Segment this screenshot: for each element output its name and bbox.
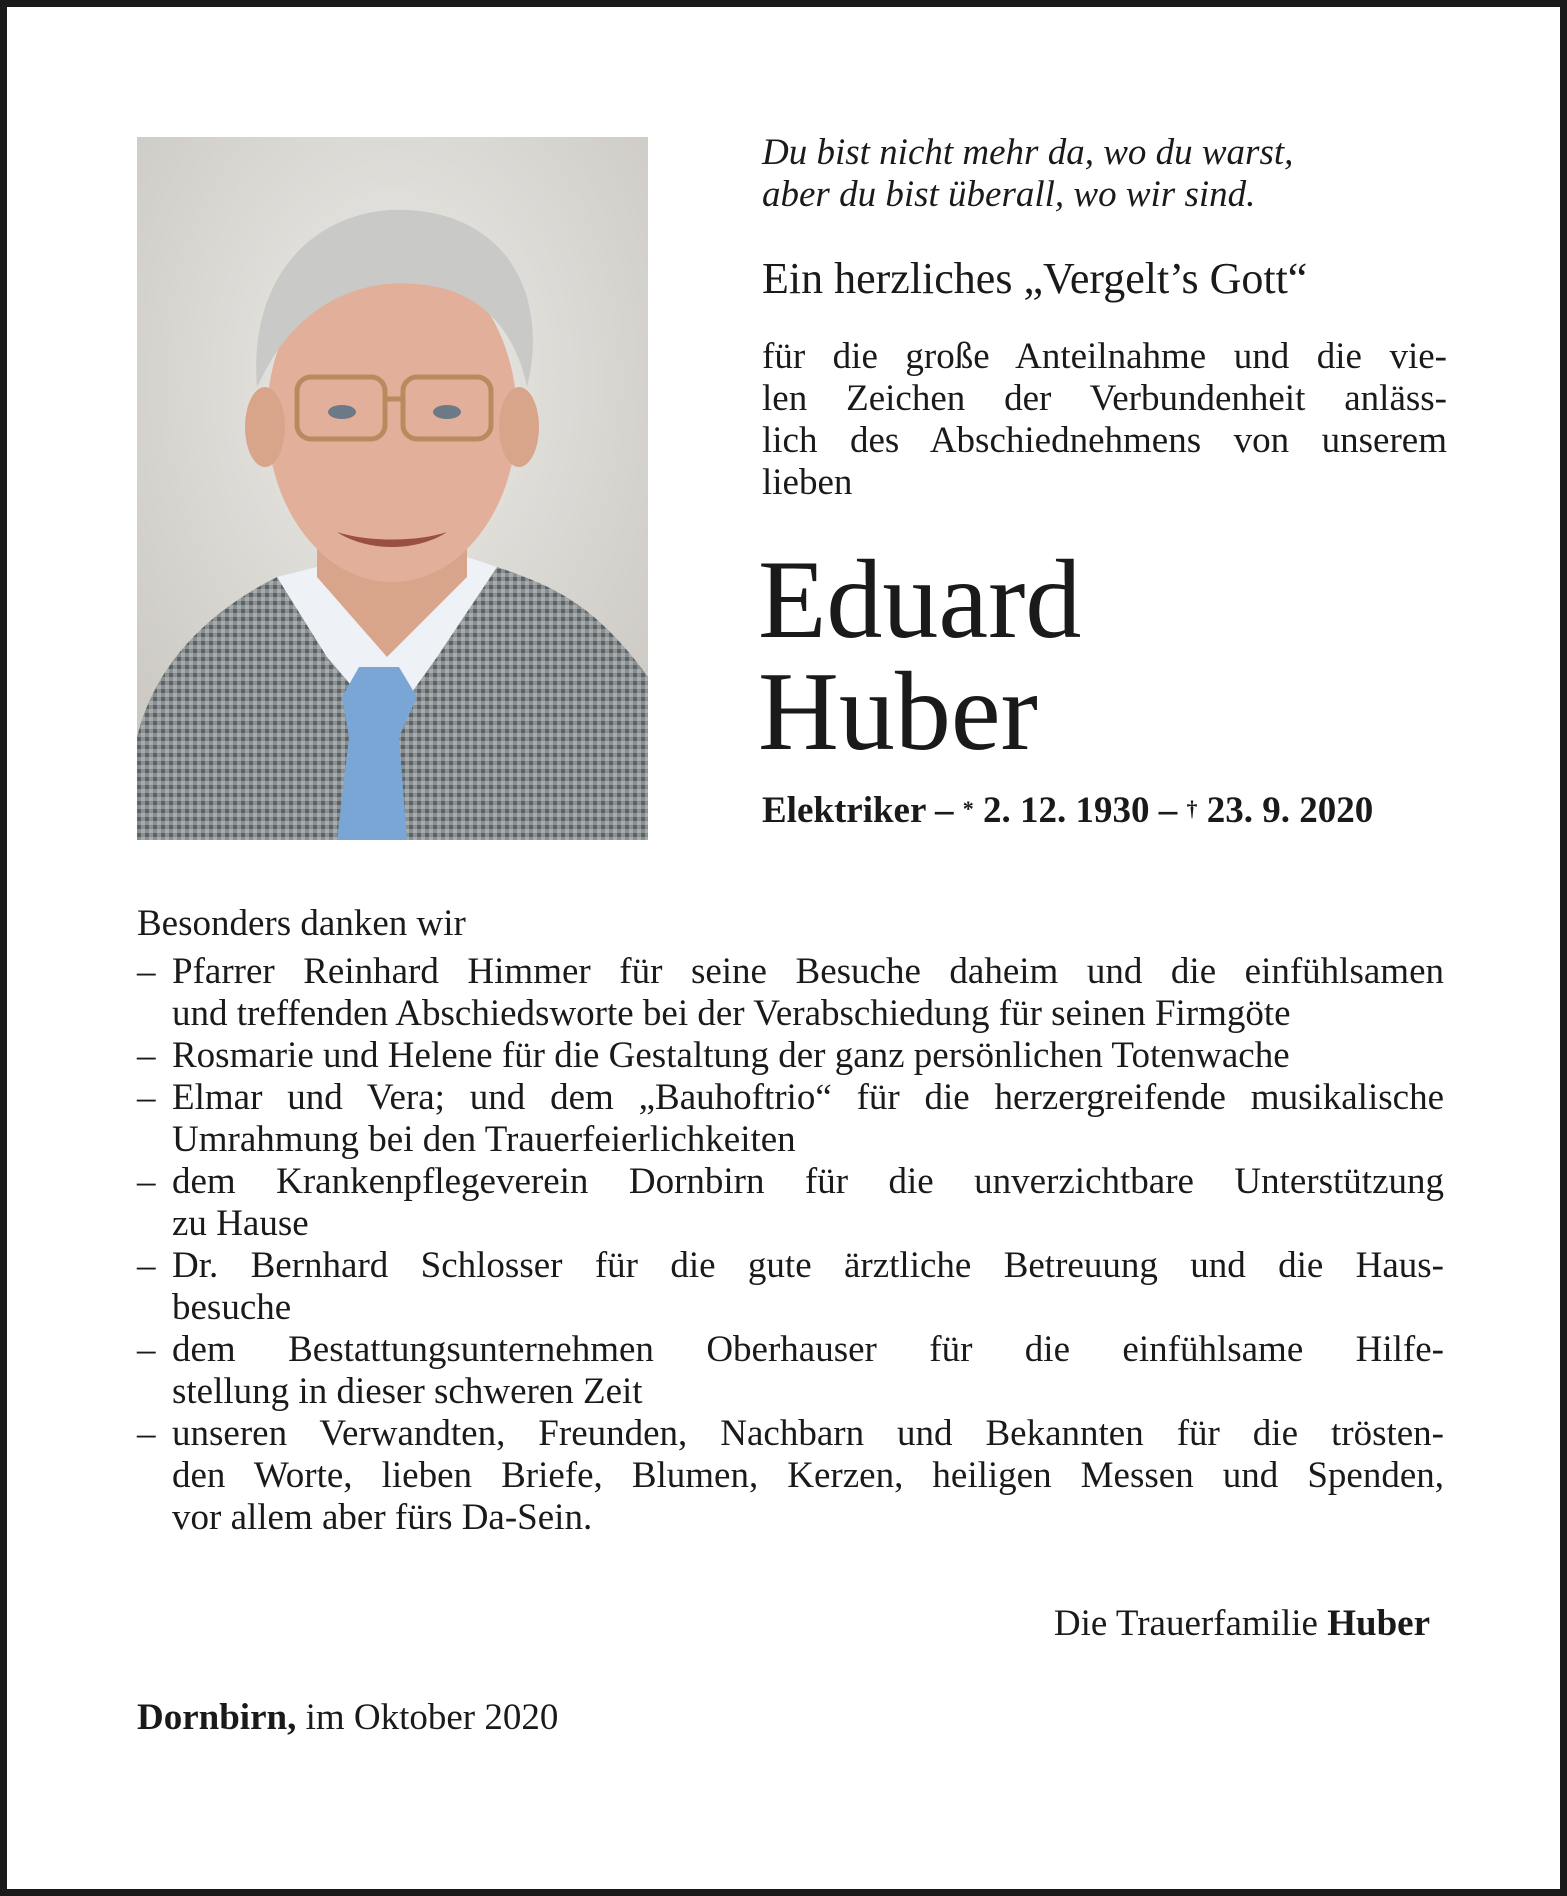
birth-symbol: * bbox=[962, 796, 974, 821]
list-item-line: besuche bbox=[172, 1287, 292, 1328]
list-dash: – bbox=[137, 1161, 156, 1202]
list-dash: – bbox=[137, 951, 156, 992]
list-item bbox=[137, 951, 1444, 1035]
intro-line-3: lich des Abschiednehmens von unserem bbox=[762, 420, 1447, 461]
list-dash: – bbox=[137, 1077, 156, 1118]
intro-line-2: len Zeichen der Verbundenheit anläss- bbox=[762, 378, 1447, 419]
thanks-body bbox=[137, 903, 1444, 1539]
list-item-line: unseren Verwandten, Freunden, Nachbarn und Bekannten für die trösten- bbox=[172, 1413, 1444, 1454]
quote-line-2: aber du bist überall, wo wir sind. bbox=[762, 174, 1256, 215]
memorial-quote bbox=[762, 132, 1447, 216]
thanks-heading: Ein herzliches „Vergelt’s Gott“ bbox=[762, 254, 1308, 303]
list-item-line: Umrahmung bei den Trauerfeierlichkeiten bbox=[172, 1119, 796, 1160]
list-item-line: Rosmarie und Helene für die Gestaltung der ganz persönlichen Totenwache bbox=[172, 1035, 1290, 1076]
list-dash: – bbox=[137, 1035, 156, 1076]
list-dash: – bbox=[137, 1329, 156, 1370]
occupation: Elektriker bbox=[762, 790, 926, 831]
list-item-line: Dr. Bernhard Schlosser für die gute ärztliche Betreuung und die Haus- bbox=[172, 1245, 1444, 1286]
list-item bbox=[137, 1035, 1444, 1077]
list-item bbox=[137, 1161, 1444, 1245]
place-date bbox=[137, 1697, 558, 1739]
list-item bbox=[137, 1077, 1444, 1161]
signature-family: Huber bbox=[1327, 1603, 1430, 1644]
intro-text bbox=[762, 336, 1447, 504]
place: Dornbirn, bbox=[137, 1697, 297, 1738]
list-item-line: vor allem aber fürs Da-Sein. bbox=[172, 1497, 593, 1538]
list-item-line: zu Hause bbox=[172, 1203, 309, 1244]
portrait-photo bbox=[137, 137, 648, 840]
signature bbox=[1054, 1603, 1430, 1645]
list-dash: – bbox=[137, 1413, 156, 1454]
list-item bbox=[137, 1245, 1444, 1329]
thanks-list bbox=[137, 951, 1444, 1539]
list-item bbox=[137, 1329, 1444, 1413]
vitals-line bbox=[762, 790, 1447, 832]
date: im Oktober 2020 bbox=[296, 1697, 559, 1738]
list-item-line: Elmar und Vera; und dem „Bauhoftrio“ für die herzergreifende musikalische bbox=[172, 1077, 1444, 1118]
list-item-line: und treffenden Abschiedsworte bei der Verabschiedung für seinen Firmgöte bbox=[172, 993, 1291, 1034]
signature-prefix: Die Trauerfamilie bbox=[1053, 1603, 1328, 1644]
first-name: Eduard bbox=[758, 538, 1082, 662]
list-item-line: dem Bestattungsunternehmen Oberhauser für die einfühlsame Hilfe- bbox=[172, 1329, 1444, 1370]
thanks-lead: Besonders danken wir bbox=[137, 903, 466, 944]
quote-line-1: Du bist nicht mehr da, wo du warst, bbox=[762, 132, 1294, 173]
last-name: Huber bbox=[758, 650, 1038, 774]
intro-line-4: lieben bbox=[762, 462, 853, 503]
list-dash: – bbox=[137, 1245, 156, 1286]
list-item-line: den Worte, lieben Briefe, Blumen, Kerzen, heiligen Messen und Spenden, bbox=[172, 1455, 1444, 1496]
death-date: 23. 9. 2020 bbox=[1197, 790, 1374, 831]
death-symbol: † bbox=[1186, 796, 1198, 821]
list-item-line: dem Krankenpflegeverein Dornbirn für die unverzichtbare Unterstützung bbox=[172, 1161, 1444, 1202]
separator-2: – bbox=[1149, 790, 1187, 831]
header-text-block bbox=[758, 132, 1447, 832]
list-item-line: Pfarrer Reinhard Himmer für seine Besuche daheim und die einfühlsamen bbox=[172, 951, 1444, 992]
intro-line-1: für die große Anteilnahme und die vie- bbox=[762, 336, 1447, 377]
list-item-line: stellung in dieser schweren Zeit bbox=[172, 1371, 643, 1412]
separator-1: – bbox=[925, 790, 963, 831]
birth-date: 2. 12. 1930 bbox=[973, 790, 1150, 831]
deceased-name bbox=[758, 538, 1447, 774]
list-item bbox=[137, 1413, 1444, 1539]
